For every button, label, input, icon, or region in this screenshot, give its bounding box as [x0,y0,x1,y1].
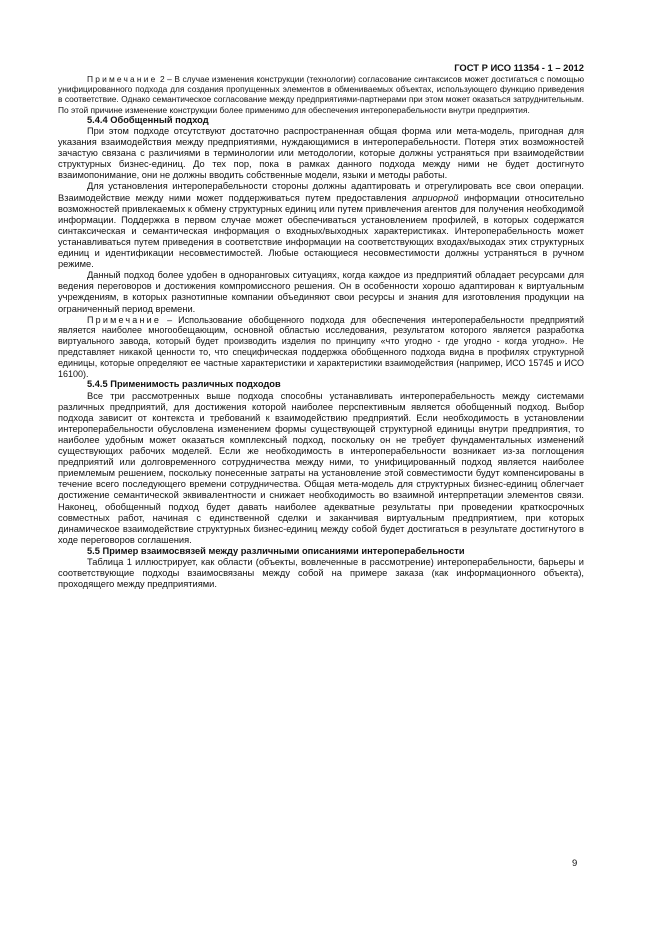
note-label: Примечание [87,314,162,325]
paragraph [58,181,584,270]
paragraph: Таблица 1 иллюстрирует, как области (объекты, вовлеченные в рассмотрение) интероперабельности, барьеры и соответствующие подходы взаимосвязаны между собой на примере заказа (как информационного объекта), проходящего между предприятиями. [58,557,584,590]
paragraph-text: Для установления интероперабельности стороны должны адаптировать и отрегулировать все свои операции. Взаимодействие между ними может поддерживаться путем предоставления [58,181,584,203]
section-heading-5-5: 5.5 Пример взаимосвязей между различными описаниями интероперабельности [87,545,465,556]
document-page [58,62,584,590]
paragraph-text: информации относительно возможностей привлекаемых к обмену структурных единиц или путем привлечения агентов для получения необходимой информации. Поддержка в первом случае может обеспечиваться установлением профилей, в которых содержатся синтаксическая и семантическая информация о входных/выходных характеристиках. Интероперабельность может устанавливаться путем приведения в соответствие информации на соответствующих входах/выходах этих структурных единиц и идентификации несовместимостей. Любые остающиеся несовместимости должны устраняться в ручном режиме. [58,192,584,270]
page-number: 9 [572,858,578,869]
note-text: – Использование обобщенного подхода для обеспечения интероперабельности предприятий является наиболее многообещающим, основной областью исследования, результатом которого является разработка виртуального завода, который будет производить изделия по принципу «что угодно - где угодно - когда угодно». Не представляет никакой ценности то, что специфическая поддержка обобщенного подхода видна в профилях структурной единицы, которые определяют ее частные характеристики и характеристики взаимодействия (например, ИСО 15745 и ИСО 16100). [58,314,584,379]
section-heading-5-4-4: 5.4.4 Обобщенный подход [87,114,209,125]
note-paragraph [58,74,584,115]
document-header: ГОСТ Р ИСО 11354 - 1 – 2012 [454,62,584,73]
note-label: Примечание [87,74,158,84]
note-paragraph [58,315,584,380]
section-heading-5-4-5: 5.4.5 Применимость различных подходов [87,379,281,390]
paragraph: При этом подходе отсутствуют достаточно распространенная общая форма или мета-модель, пригодная для указания взаимодействия между предприятиями, нуждающимися в интероперабельности. Потеря этих возможностей зачастую связана с различиями в терминологии или методологии, которые должны устраняться при взаимодействии структурных бизнес-единиц. До тех пор, пока в рамках данного подхода между ними не будет достигнуто взаимопонимание, они не должны вводить собственные модели, языки и методы работы. [58,126,584,181]
paragraph: Все три рассмотренных выше подхода способны устанавливать интероперабельность между системами различных предприятий, для достижения которой наиболее перспективным является обобщенный подход. Выбор подхода зависит от контекста и требований к взаимодействию предприятий. Если необходимость в установлении интероперабельности обусловлена изменением формы существующей структурной единицы внутри предприятия, то наиболее удобным может оказаться комплексный подход, поскольку он не требует фундаментальных изменений существующих рабочих моделей. Если же необходимость в интероперабельности возникает из-за поглощения предприятий или долговременного сотрудничества между ними, то унифицированный подход является наиболее приемлемым решением, поскольку понесенные затраты на установление этой совместимости будут компенсированы в течение всего последующего времени сотрудничества. Общая мета-модель для структурных бизнес-единиц облегчает достижение семантической эквивалентности и снижает необходимость во взаимной интерпретации элементов связи. Наконец, обобщенный подход будет давать наиболее адекватные результаты при проведении краткосрочных совместных работ, начиная с единственной сделки и заканчивая виртуальным предприятием, при которых динамическое взаимодействие структурных бизнес-единиц между собой будет достигаться в результате достигнутого в ходе переговоров соглашения. [58,390,584,545]
note-text: 2 – В случае изменения конструкции (технологии) согласование синтаксисов может достигаться с помощью унифицированного подхода для создания пропущенных элементов в обмениваемых объектах, использующего функцию приведения в соответствие. Однако семантическое согласование между предприятиями-партнерами при этом может оказаться затруднительным. По этой причине изменение конструкции более применимо для обеспечения интероперабельности внутри предприятия. [58,74,584,115]
emphasis-text: априорной [412,192,459,203]
paragraph: Данный подход более удобен в одноранговых ситуациях, когда каждое из предприятий обладает ресурсами для ведения переговоров и достижения компромиссного решения. Он в особенности хорошо адаптирован к виртуальным учреждениям, в которых разнотипные компании объединяют свои ресурсы и знания для изготовления продукции на ограниченный период времени. [58,270,584,314]
